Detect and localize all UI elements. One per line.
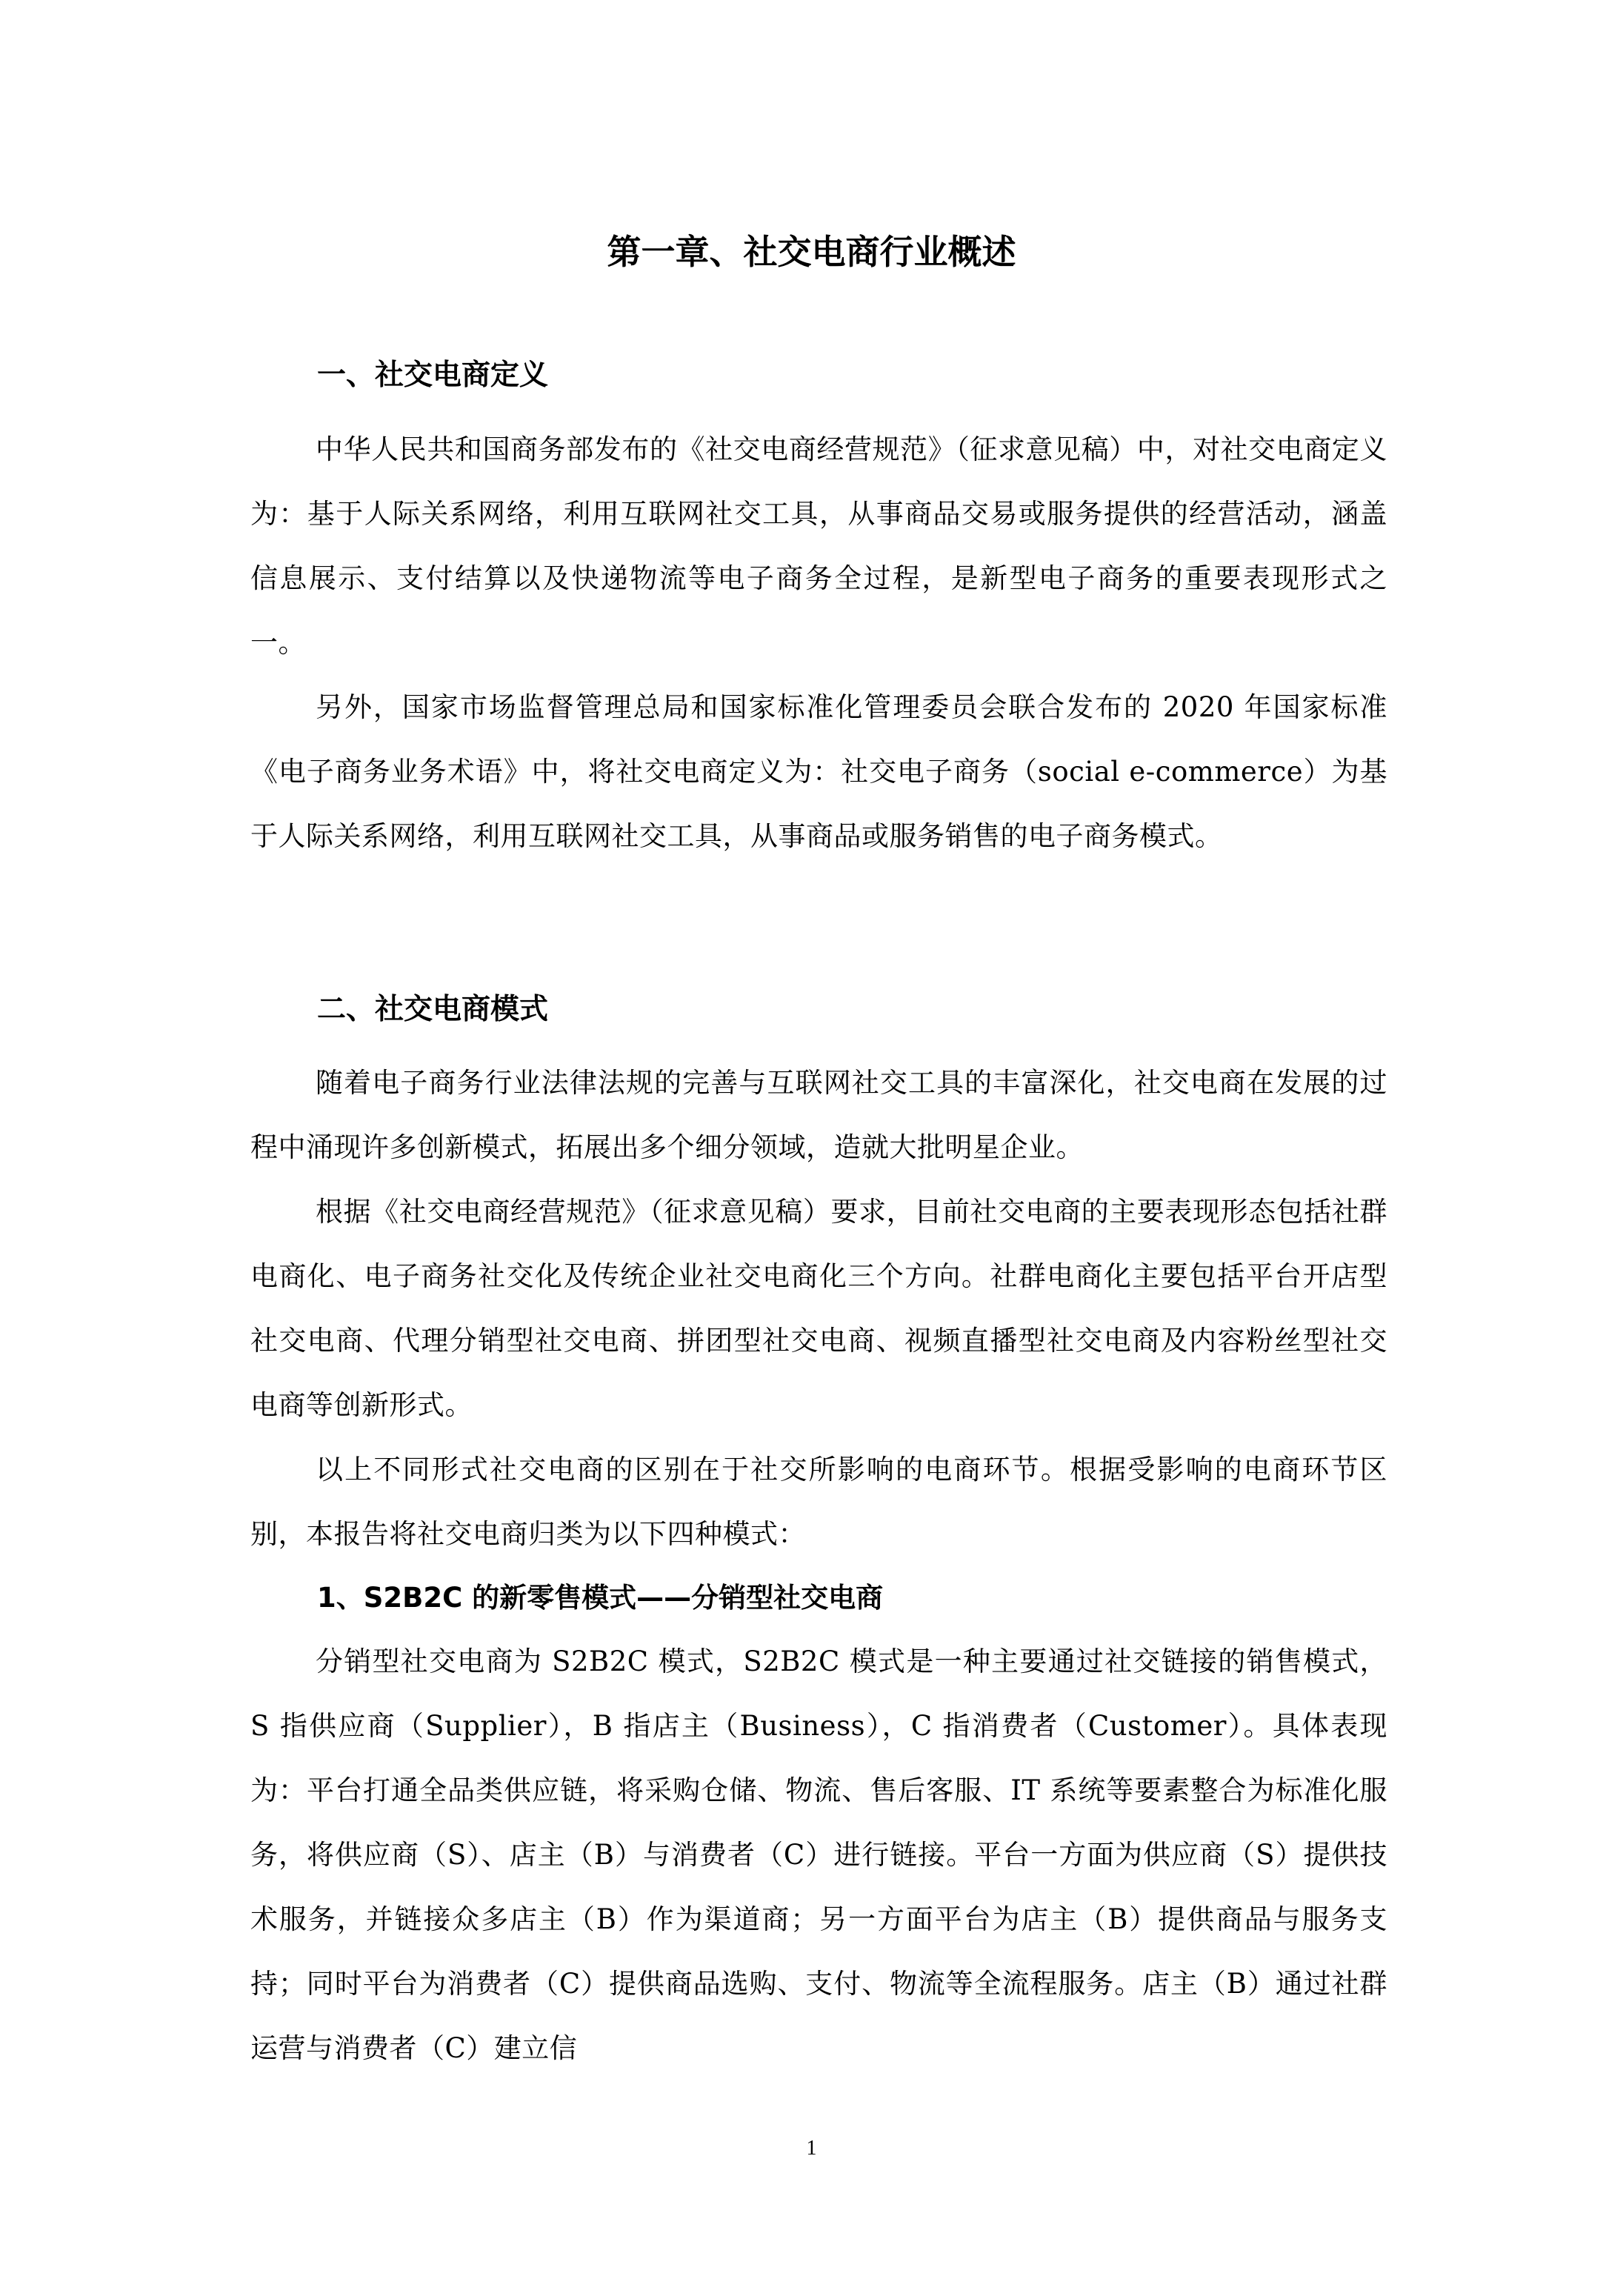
paragraph-s2b2c: 分销型社交电商为 S2B2C 模式，S2B2C 模式是一种主要通过社交链接的销售模式，S 指供应商（Supplier），B 指店主（Business），C 指消费者（Customer）。具体表现为：平台打通全品类供应链，将采购仓储、物流、售后客服、IT 系统等要素整合为标准化服务，将供应商（S）、店主（B）与消费者（C）进行链接。平台一方面为供应商（S）提供技术服务，并链接众多店主（B）作为渠道商；另一方面平台为店主（B）提供商品与服务支持；同时平台为消费者（C）提供商品选购、支付、物流等全流程服务。店主（B）通过社群运营与消费者（C）建立信 [250,1646,1387,2064]
subsection-heading-s2b2c: 1、S2B2C 的新零售模式——分销型社交电商 [317,1582,884,1614]
paragraph-models-1: 随着电子商务行业法律法规的完善与互联网社交工具的丰富深化，社交电商在发展的过程中涌现许多创新模式，拓展出多个细分领域，造就大批明星企业。 [250,1067,1387,1163]
paragraph-definition-1: 中华人民共和国商务部发布的《社交电商经营规范》（征求意见稿）中，对社交电商定义为：基于人际关系网络，利用互联网社交工具，从事商品交易或服务提供的经营活动，涵盖信息展示、支付结算以及快递物流等电子商务全过程，是新型电子商务的重要表现形式之一。 [250,433,1387,659]
section-heading-definition: 一、社交电商定义 [317,359,549,392]
section-heading-models: 二、社交电商模式 [317,993,549,1026]
paragraph-models-2: 根据《社交电商经营规范》（征求意见稿）要求，目前社交电商的主要表现形态包括社群电商化、电子商务社交化及传统企业社交电商化三个方向。社群电商化主要包括平台开店型社交电商、代理分销型社交电商、拼团型社交电商、视频直播型社交电商及内容粉丝型社交电商等创新形式。 [250,1196,1387,1421]
paragraph-definition-2: 另外，国家市场监督管理总局和国家标准化管理委员会联合发布的 2020 年国家标准《电子商务业务术语》中，将社交电商定义为：社交电子商务（social e-commerce）为基于人际关系网络，利用互联网社交工具，从事商品或服务销售的电子商务模式。 [250,691,1387,852]
page-number: 1 [806,2137,817,2160]
chapter-title: 第一章、社交电商行业概述 [607,232,1016,272]
paragraph-models-3: 以上不同形式社交电商的区别在于社交所影响的电商环节。根据受影响的电商环节区别，本报告将社交电商归类为以下四种模式： [250,1454,1387,1550]
